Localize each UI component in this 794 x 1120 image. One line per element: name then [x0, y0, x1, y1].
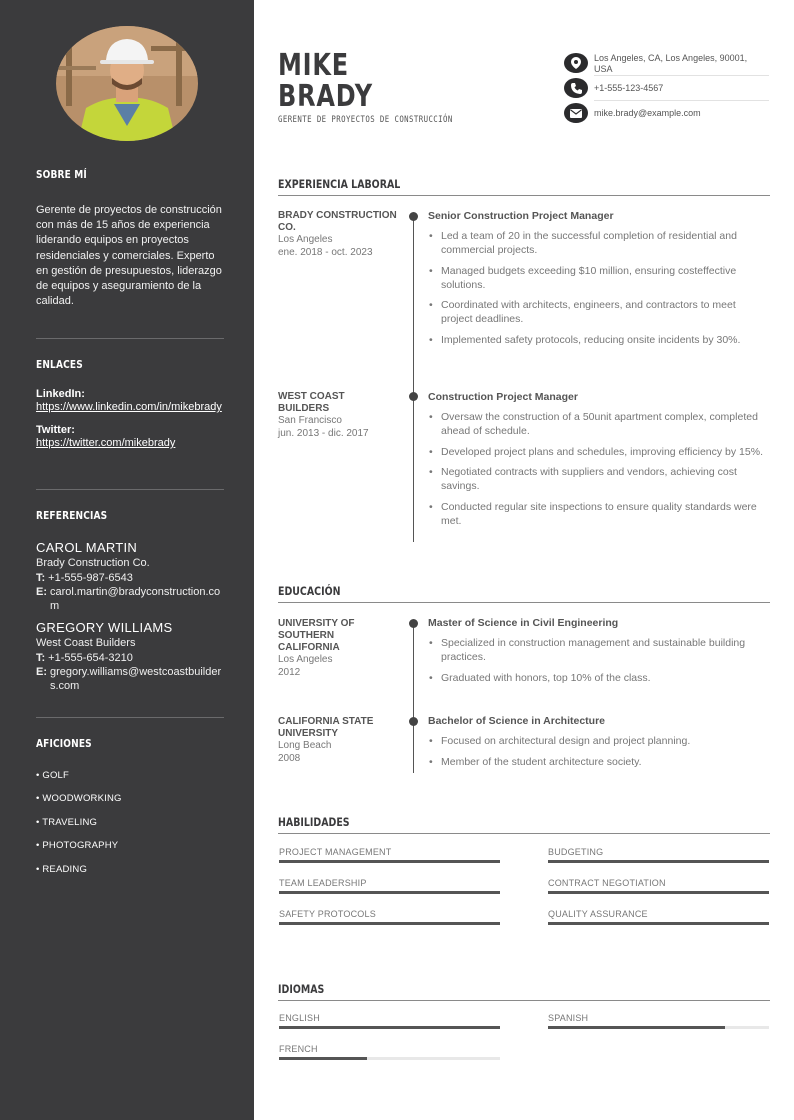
skill-bar: [279, 922, 500, 925]
skills-heading: HABILIDADES: [278, 815, 350, 829]
language-label: FRENCH: [279, 1044, 318, 1054]
languages-heading: IDIOMAS: [278, 982, 325, 996]
reference-phone: +1-555-654-3210: [48, 652, 133, 664]
skill-item: [279, 878, 500, 894]
hobby-item: • WOODWORKING: [36, 793, 122, 805]
reference-item: [36, 540, 224, 613]
divider: [36, 338, 224, 339]
school-location: Los Angeles: [278, 654, 333, 665]
company-location: San Francisco: [278, 415, 342, 426]
hobby-item: • READING: [36, 863, 88, 875]
company-name: WEST COAST BUILDERS: [278, 391, 345, 414]
references-section: [36, 509, 224, 693]
skill-item: [548, 878, 769, 894]
hobbies-section: [36, 737, 224, 887]
linkedin-link[interactable]: https://www.linkedin.com/in/mikebrady: [36, 401, 222, 413]
email-label: E:: [36, 586, 47, 598]
bullet-item: • Conducted regular site inspections to ensure quality standards were met.: [428, 500, 770, 528]
graduation-year: 2008: [278, 752, 301, 764]
timeline-line: [413, 216, 414, 542]
links-heading: ENLACES: [36, 358, 83, 371]
bullet-item: • Member of the student architecture society.: [428, 755, 770, 769]
avatar: [56, 26, 198, 141]
envelope-icon: [564, 103, 588, 123]
language-bar-fill: [279, 1026, 500, 1029]
timeline-dot: [409, 717, 418, 726]
skill-bar-fill: [279, 860, 500, 863]
reference-company: Brady Construction Co.: [36, 557, 150, 569]
skill-bar: [279, 891, 500, 894]
education-heading: EDUCACIÓN: [278, 584, 341, 598]
divider: [278, 195, 770, 196]
reference-name: GREGORY WILLIAMS: [36, 620, 173, 635]
timeline-dot: [409, 619, 418, 628]
divider: [36, 717, 224, 718]
reference-email: gregory.williams@westcoastbuilders.com: [50, 666, 222, 692]
role-title: Construction Project Manager: [428, 391, 578, 403]
divider: [36, 489, 224, 490]
hobbies-heading: AFICIONES: [36, 737, 92, 750]
hobby-item: • GOLF: [36, 770, 70, 781]
degree-title: Master of Science in Civil Engineering: [428, 617, 619, 629]
twitter-link[interactable]: https://twitter.com/mikebrady: [36, 437, 176, 449]
language-item: [279, 1044, 500, 1060]
skill-item: [548, 909, 769, 925]
skill-bar-fill: [548, 922, 769, 925]
language-label: ENGLISH: [279, 1013, 320, 1023]
skill-item: [279, 847, 500, 863]
timeline-line: [413, 623, 414, 773]
skill-item: [279, 909, 500, 925]
divider: [278, 602, 770, 603]
location-pin-icon: [564, 53, 588, 73]
education-meta: [278, 716, 398, 765]
name: [278, 50, 373, 112]
contact-address: [564, 53, 764, 75]
skill-bar-fill: [279, 891, 500, 894]
bullet-item: • Specialized in construction management and sustainable building practices.: [428, 636, 770, 664]
contact-phone: [564, 78, 764, 98]
skill-label: TEAM LEADERSHIP: [279, 878, 367, 888]
bullet-item: • Led a team of 20 in the successful completion of residential and commercial projects.: [428, 229, 770, 257]
address-text: Los Angeles, CA, Los Angeles, 90001, USA: [594, 53, 748, 74]
bullet-item: • Negotiated contracts with suppliers and vendors, achieving cost savings.: [428, 465, 770, 493]
reference-company: West Coast Builders: [36, 637, 136, 649]
phone-label: T:: [36, 572, 46, 584]
bullet-item: • Focused on architectural design and project planning.: [428, 734, 770, 748]
references-heading: REFERENCIAS: [36, 509, 108, 522]
bullet-item: • Coordinated with architects, engineers, and contractors to meet project deadlines.: [428, 298, 770, 326]
about-section: [36, 168, 224, 309]
twitter-label: Twitter:: [36, 424, 75, 436]
skill-bar: [279, 860, 500, 863]
school-name: UNIVERSITY OF SOUTHERN CALIFORNIA: [278, 618, 355, 653]
sidebar: [0, 0, 254, 1120]
divider: [278, 833, 770, 834]
reference-email: carol.martin@bradyconstruction.com: [50, 586, 221, 612]
hobby-item: • TRAVELING: [36, 816, 98, 828]
email-label: E:: [36, 666, 47, 678]
experience-details: [428, 391, 770, 534]
experience-meta: [278, 210, 398, 259]
school-name: CALIFORNIA STATE UNIVERSITY: [278, 716, 374, 739]
skill-bar-fill: [548, 860, 769, 863]
links-section: [36, 358, 224, 450]
language-item: [279, 1013, 500, 1029]
education-meta: [278, 618, 398, 679]
employment-dates: jun. 2013 - dic. 2017: [278, 427, 369, 439]
skill-label: SAFETY PROTOCOLS: [279, 909, 376, 919]
skill-item: [548, 847, 769, 863]
reference-name: CAROL MARTIN: [36, 540, 138, 555]
bullet-item: • Oversaw the construction of a 50unit apartment complex, completed ahead of schedule.: [428, 410, 770, 438]
education-details: [428, 715, 770, 775]
company-name: BRADY CONSTRUCTION CO.: [278, 210, 397, 233]
reference-item: [36, 620, 224, 693]
about-heading: SOBRE MÍ: [36, 168, 87, 181]
skill-bar-fill: [279, 922, 500, 925]
school-location: Long Beach: [278, 740, 332, 751]
language-bar: [279, 1026, 500, 1029]
education-details: [428, 617, 770, 691]
bullet-item: • Implemented safety protocols, reducing onsite incidents by 30%.: [428, 333, 770, 347]
experience-meta: [278, 391, 398, 440]
timeline-dot: [409, 392, 418, 401]
skill-label: CONTRACT NEGOTIATION: [548, 878, 666, 888]
language-bar: [279, 1057, 500, 1060]
experience-details: [428, 210, 770, 353]
skill-bar-fill: [548, 891, 769, 894]
linkedin-label: LinkedIn:: [36, 388, 85, 400]
experience-heading: EXPERIENCIA LABORAL: [278, 177, 401, 191]
company-location: Los Angeles: [278, 234, 333, 245]
skill-label: BUDGETING: [548, 847, 604, 857]
email-text: mike.brady@example.com: [594, 108, 701, 118]
hobby-item: • PHOTOGRAPHY: [36, 840, 119, 852]
first-name: MIKE: [278, 48, 350, 83]
divider: [594, 100, 769, 101]
contact-email: [564, 103, 764, 123]
job-title: GERENTE DE PROYECTOS DE CONSTRUCCIÓN: [278, 115, 453, 125]
language-label: SPANISH: [548, 1013, 589, 1023]
skill-bar: [548, 860, 769, 863]
bullet-item: • Developed project plans and schedules, improving efficiency by 15%.: [428, 445, 770, 459]
phone-label: T:: [36, 652, 46, 664]
divider: [594, 75, 769, 76]
role-title: Senior Construction Project Manager: [428, 210, 614, 222]
skill-label: QUALITY ASSURANCE: [548, 909, 648, 919]
language-bar-fill: [548, 1026, 725, 1029]
timeline-dot: [409, 212, 418, 221]
bullet-item: • Graduated with honors, top 10% of the class.: [428, 671, 770, 685]
divider: [278, 1000, 770, 1001]
about-text: Gerente de proyectos de construcción con más de 15 años de experiencia liderando equipos en proyectos residenciales y comerciales. Experto en gestión de presupuestos, liderazgo de equipos y aseguramiento de la calidad.: [36, 204, 222, 308]
skill-label: PROJECT MANAGEMENT: [279, 847, 392, 857]
degree-title: Bachelor of Science in Architecture: [428, 715, 605, 727]
employment-dates: ene. 2018 - oct. 2023: [278, 246, 373, 258]
skill-bar: [548, 922, 769, 925]
language-bar-fill: [279, 1057, 367, 1060]
reference-phone: +1-555-987-6543: [48, 572, 133, 584]
graduation-year: 2012: [278, 666, 301, 678]
phone-icon: [564, 78, 588, 98]
language-bar: [548, 1026, 769, 1029]
language-item: [548, 1013, 769, 1029]
last-name: BRADY: [278, 79, 373, 114]
phone-text: +1-555-123-4567: [594, 83, 664, 93]
bullet-item: • Managed budgets exceeding $10 million, ensuring costeffective solutions.: [428, 264, 770, 292]
skill-bar: [548, 891, 769, 894]
